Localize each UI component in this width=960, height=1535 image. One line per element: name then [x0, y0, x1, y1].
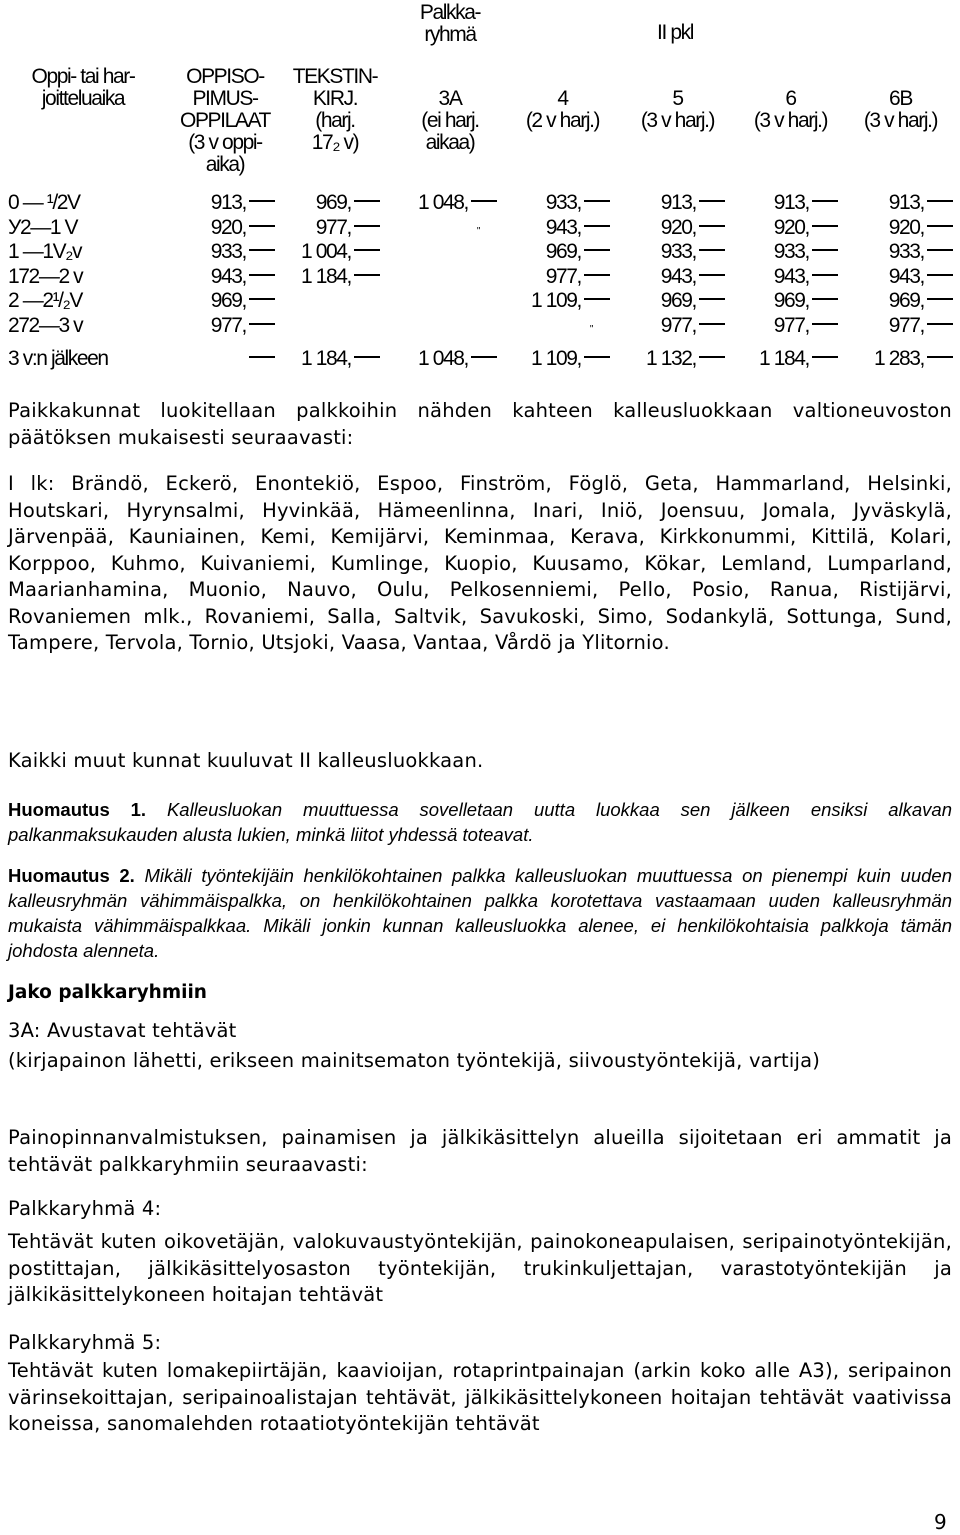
table-cell-c6b: [838, 290, 953, 312]
cell-value: 920,: [773, 215, 809, 239]
table-cell-c4: [500, 192, 610, 214]
cell-value: 933,: [888, 240, 924, 263]
class-1-list: I lk: Brändö, Eckerö, Enontekiö, Espoo, Finström, Föglö, Geta, Hammarland, Helsinki, Houtskari, Hyrynsalmi, Hyvinkää, Hämeenlinna, Inari, Iniö, Joensuu, Jomala, Jyväskylä, Järvenpää, Kauniainen, Kemi, Kemijärvi, Keminmaa, Kerava, Kirkkonummi, Kittilä, Kolari, Korppoo, Kuhmo, Kuivaniemi, Kumlinge, Kuopio, Kuusamo, Kökar, Lemland, Lumparland, Maarianhamina, Muonio, Nauvo, Oulu, Pelkosenniemi, Pello, Posio, Ranua, Ristijärvi, Rovaniemen mlk., Rovaniemi, Salla, Saltvik, Savukoski, Simo, Sodankylä, Sottunga, Sund, Tampere, Tervola, Tornio, Utsjoki, Vaasa, Vantaa, Vårdö ja Ylitornio.: [8, 472, 952, 654]
cell-value: 913,: [773, 191, 809, 214]
note-2-label: Huomautus 2.: [8, 865, 135, 886]
table-cell-c4: [500, 241, 610, 263]
cell-value: 1 109,: [531, 347, 581, 370]
cell-value: 977,: [315, 215, 351, 239]
cell-value: 1 132,: [646, 347, 696, 370]
cell-value: 977,: [773, 313, 809, 337]
table-cell-c6: [728, 315, 838, 337]
dash-mark: [354, 225, 380, 227]
table-cell-opp: [160, 348, 275, 370]
dash-mark: [927, 323, 953, 325]
table-cell-c4: [500, 348, 610, 370]
table-cell-c3a: [395, 192, 497, 214]
cell-value: 969,: [773, 289, 809, 312]
dash-mark: [249, 274, 275, 276]
table-cell-opp: [160, 290, 275, 312]
col-header-3a: 3A (ei harj. aikaa): [421, 87, 479, 154]
dash-mark: [927, 225, 953, 227]
table-cell-c6: [728, 348, 838, 370]
table-cell-c5: [615, 348, 725, 370]
dash-mark: [812, 298, 838, 300]
cell-value: 977,: [660, 313, 696, 337]
dash-mark: [812, 200, 838, 202]
table-cell-c6: [728, 217, 838, 239]
cell-value: 943,: [660, 264, 696, 288]
table-cell-c5: [615, 266, 725, 288]
table-cell-c6b: [838, 348, 953, 370]
cell-value: 933,: [210, 240, 246, 263]
table-cell-c6b: [838, 217, 953, 239]
dash-mark: [354, 200, 380, 202]
dash-mark: [699, 225, 725, 227]
col-header-6: 6 (3 v harj.): [753, 87, 828, 132]
table-cell-opp: [160, 266, 275, 288]
dash-mark: [812, 249, 838, 251]
table-cell-c4: [500, 290, 610, 312]
col-header-tek: TEKSTIN- KIRJ. (harj. 17₂ v): [292, 65, 378, 154]
dash-mark: [812, 356, 838, 358]
dash-mark: [249, 200, 275, 202]
dash-mark: [584, 200, 610, 202]
note-1-label: Huomautus 1.: [8, 799, 147, 820]
table-cell-age: [8, 241, 158, 263]
table-cell-opp: [160, 217, 275, 239]
dash-mark: [584, 356, 610, 358]
cell-value: 1 109,: [531, 289, 581, 312]
table-cell-tek: [275, 348, 380, 370]
cell-value: 943,: [888, 264, 924, 288]
cell-value: 913,: [888, 191, 924, 214]
dash-mark: [699, 249, 725, 251]
section-title: Jako palkkaryhmiin: [8, 982, 207, 1003]
table-cell-c5: [615, 217, 725, 239]
class-header: II pkl: [657, 21, 693, 44]
cell-value: 969,: [315, 191, 351, 214]
cell-value: 920,: [660, 215, 696, 239]
cell-value: 1 —1V₂v: [8, 240, 82, 263]
table-cell-tek: [275, 241, 380, 263]
table-cell-tek: [275, 217, 380, 239]
cell-value: 913,: [660, 191, 696, 214]
col-header-6b: 6B (3 v harj.): [863, 87, 938, 132]
cell-value: 1 004,: [301, 240, 351, 263]
table-cell-c5: [615, 290, 725, 312]
dash-mark: [584, 274, 610, 276]
dash-mark: [249, 298, 275, 300]
cell-value: 943,: [773, 264, 809, 288]
dash-mark: [471, 200, 497, 202]
col-header-5: 5 (3 v harj.): [640, 87, 715, 132]
table-cell-c6b: [838, 241, 953, 263]
group-5-text: Tehtävät kuten lomakepiirtäjän, kaavioijan, rotaprintpainajan (arkin koko alle A3), seripainon värinsekoittajan, seripainoalistajan tehtävät, jälkikäsittelykoneen hoitajan tehtävät vaativissa koneissa, sanomalehden rotaatiotyöntekijän tehtävät: [8, 1359, 952, 1435]
cell-value: 969,: [545, 240, 581, 263]
cell-value: 1 048,: [418, 191, 468, 214]
cell-value: 0 — ¹/2V: [8, 191, 80, 214]
cell-value: 1 283,: [874, 347, 924, 370]
dash-mark: [699, 274, 725, 276]
group-4-title: Palkkaryhmä 4:: [8, 1197, 162, 1220]
cell-value: 1 184,: [301, 264, 351, 288]
note-2: [8, 863, 952, 963]
group-header: Palkka- ryhmä: [419, 1, 481, 46]
table-cell-c5: [615, 315, 725, 337]
cell-value: 977,: [210, 313, 246, 337]
note-1-text: Kalleusluokan muuttuessa sovelletaan uutta luokkaa sen jälkeen ensiksi alkavan palkanmaksukauden alusta lukien, minkä liitot yhdessä toteavat.: [8, 799, 953, 845]
table-cell-c4: [500, 217, 610, 239]
cell-value: 977,: [888, 313, 924, 337]
table-cell-c6: [728, 266, 838, 288]
cell-value: 969,: [210, 289, 246, 312]
dash-mark: [699, 323, 725, 325]
table-cell-opp: [160, 315, 275, 337]
dash-mark: [584, 298, 610, 300]
dash-mark: [927, 274, 953, 276]
dash-mark: [927, 356, 953, 358]
dash-mark: [927, 249, 953, 251]
cell-value: 272—3 v: [8, 313, 83, 337]
group-4-text: Tehtävät kuten oikovetäjän, valokuvaustyöntekijän, painokoneapulaisen, seripainotyöntekijän, postittajan, jälkikäsittelyosaston työntekijän, trukinkuljettajan, varastotyöntekijän ja jälkikäsittelykoneen hoitajan tehtävät: [8, 1230, 952, 1306]
intro-paragraph: Paikkakunnat luokitellaan palkkoihin nähden kahteen kalleusluokkaan valtioneuvoston päätöksen mukaisesti seuraavasti:: [8, 399, 952, 449]
table-cell-c6: [728, 241, 838, 263]
dash-mark: [249, 225, 275, 227]
cell-value: 969,: [660, 289, 696, 312]
table-cell-c6b: [838, 266, 953, 288]
cell-value: 1 184,: [301, 347, 351, 370]
cell-value: 933,: [545, 191, 581, 214]
table-cell-tek: [275, 192, 380, 214]
dash-mark: [354, 274, 380, 276]
dash-mark: [812, 323, 838, 325]
dash-mark: [354, 249, 380, 251]
table-cell-c5: [615, 192, 725, 214]
dash-mark: [584, 249, 610, 251]
table-cell-c3a: [395, 348, 497, 370]
table-cell-age: [8, 290, 158, 312]
cell-value: 933,: [660, 240, 696, 263]
table-cell-tek: [275, 266, 380, 288]
table-cell-age: [8, 315, 158, 337]
table-cell-c5: [615, 241, 725, 263]
cell-value: ": [476, 225, 479, 237]
group-3a-text: (kirjapainon lähetti, erikseen mainitsematon työntekijä, siivoustyöntekijä, vartija): [8, 1049, 821, 1072]
cell-value: У2—1 V: [8, 215, 78, 239]
dash-mark: [927, 298, 953, 300]
dash-mark: [249, 356, 275, 358]
cell-value: 943,: [545, 215, 581, 239]
placement-paragraph: Painopinnanvalmistuksen, painamisen ja jälkikäsittelyn alueilla sijoitetaan eri ammatit ja tehtävät palkkaryhmiin seuraavasti:: [8, 1126, 952, 1176]
col-header-age: Oppi- tai har- joitteluaika: [31, 65, 135, 110]
cell-value: 943,: [210, 264, 246, 288]
cell-value: 977,: [545, 264, 581, 288]
table-cell-c6b: [838, 315, 953, 337]
cell-value: 933,: [773, 240, 809, 263]
dash-mark: [471, 356, 497, 358]
dash-mark: [249, 323, 275, 325]
dash-mark: [927, 200, 953, 202]
table-cell-c6: [728, 290, 838, 312]
table-cell-opp: [160, 241, 275, 263]
cell-value: 920,: [888, 215, 924, 239]
dash-mark: [584, 225, 610, 227]
dash-mark: [699, 298, 725, 300]
col-header-opp: OPPISO- PIMUS- OPPILAAT (3 v oppi- aika): [180, 65, 270, 176]
table-cell-c4: [500, 266, 610, 288]
table-cell-opp: [160, 192, 275, 214]
dash-mark: [812, 274, 838, 276]
dash-mark: [354, 356, 380, 358]
dash-mark: [699, 200, 725, 202]
note-2-text: Mikäli työntekijäin henkilökohtainen palkka kalleusluokan muuttuessa on pienempi kuin uuden kalleusryhmän vähimmäispalkka, on henkilökohtainen palkka korotettava vastaamaan uuden kalleusryhmän mukaista vähimmäispalkkaa. Mikäli jonkin kunnan kalleusluokka alenee, ei henkilökohtaisia palkkoja tämän johdosta alenneta.: [8, 865, 952, 961]
cell-value: 172—2 v: [8, 264, 83, 288]
cell-value: 913,: [210, 191, 246, 214]
cell-value: 1 048,: [418, 347, 468, 370]
note-1: [8, 797, 952, 847]
cell-value: 1 184,: [759, 347, 809, 370]
table-cell-c3a: [395, 217, 497, 243]
table-cell-c6: [728, 192, 838, 214]
cell-value: 920,: [210, 215, 246, 239]
table-cell-c4: [500, 315, 610, 341]
class-2-text: Kaikki muut kunnat kuuluvat II kalleusluokkaan.: [8, 749, 484, 772]
page-number: 9: [934, 1510, 947, 1534]
table-cell-age: [8, 266, 158, 288]
cell-value: ": [589, 323, 592, 335]
table-cell-age: [8, 348, 158, 370]
group-3a-title: 3A: Avustavat tehtävät: [8, 1019, 237, 1042]
table-cell-age: [8, 217, 158, 239]
dash-mark: [812, 225, 838, 227]
table-cell-c6b: [838, 192, 953, 214]
cell-value: 969,: [888, 289, 924, 312]
table-cell-age: [8, 192, 158, 214]
col-header-4: 4 (2 v harj.): [525, 87, 600, 132]
group-5-title: Palkkaryhmä 5:: [8, 1331, 162, 1354]
cell-value: 3 v:n jälkeen: [8, 347, 108, 370]
dash-mark: [699, 356, 725, 358]
dash-mark: [249, 249, 275, 251]
cell-value: 2 —2¹/₂V: [8, 289, 82, 312]
